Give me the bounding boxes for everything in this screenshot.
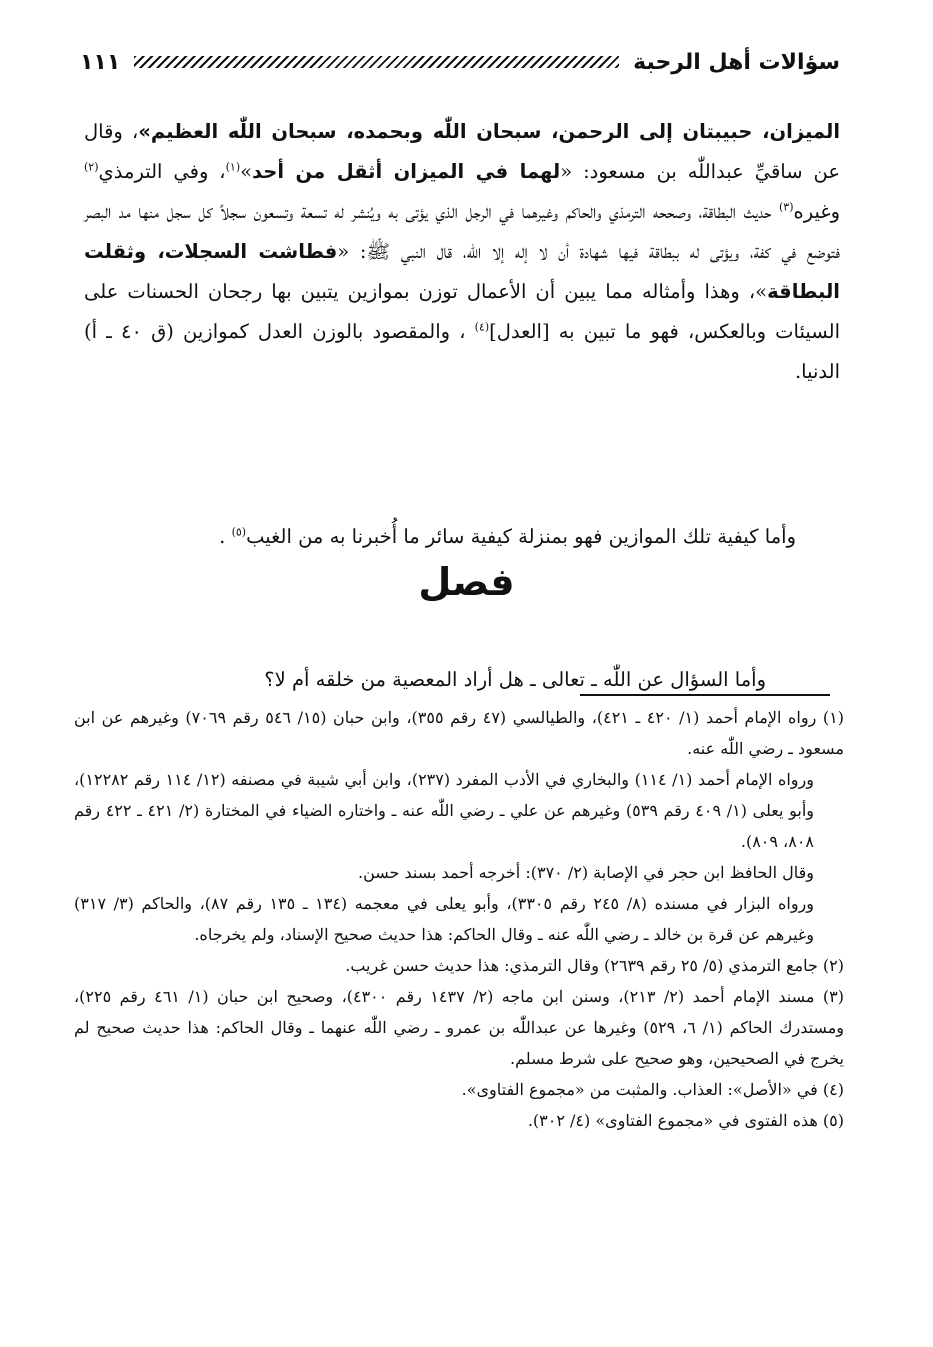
- footnote-1-cont: ورواه البزار في مسنده (٨/ ٢٤٥ رقم ٣٣٠٥)، وأبو يعلى في معجمه (١٣٤ ـ ١٣٥ رقم ٨٧)، والحاكم (٣/ ٣١٧) وغيرهم عن قرة بن خالد ـ رضي اللّٰه عنه ـ وقال الحاكم: هذا حديث صحيح الإسناد، ولم يخرجاه.: [74, 894, 814, 944]
- footnote-ref-1[interactable]: (١): [225, 160, 241, 174]
- bold-quote: لهما في الميزان أثقل من أحد: [252, 160, 561, 183]
- footnote-4: (٤) في «الأصل»: العذاب. والمثبت من «مجموع الفتاوى».: [461, 1080, 844, 1099]
- footnotes: [74, 702, 844, 1136]
- text-span: ، وفي الترمذي: [98, 160, 226, 183]
- text-span: وغيره: [793, 200, 840, 223]
- footnote-2: (٢) جامع الترمذي (٥/ ٢٥ رقم ٢٦٣٩) وقال الترمذي: هذا حديث حسن غريب.: [345, 956, 844, 975]
- page-number: ١١١: [80, 49, 121, 75]
- footnote-5: (٥) هذه الفتوى في «مجموع الفتاوى» (٤/ ٣٠٢).: [527, 1111, 844, 1130]
- header-rule: [134, 56, 619, 68]
- question-line: وأما السؤال عن اللّٰه ـ تعالى ـ هل أراد المعصية من خلقه أم لا؟: [264, 667, 766, 691]
- quote-close: »: [240, 160, 253, 183]
- footnote-1-cont: وقال الحافظ ابن حجر في الإصابة (٢/ ٣٧٠): أخرجه أحمد بسند حسن.: [357, 863, 814, 882]
- footnote-ref-2[interactable]: (٢): [84, 160, 99, 174]
- text-span: وأما كيفية تلك الموازين فهو بمنزلة كيفية سائر ما أُخبرنا به من الغيب: [246, 524, 796, 548]
- footnote-1-cont: ورواه الإمام أحمد (١/ ١١٤) والبخاري في الأدب المفرد (٢٣٧)، وابن أبي شيبة في مصنفه (١٢/ ١١٤ رقم ١٢٢٨٢)، وأبو يعلى (١/ ٤٠٩ رقم ٥٣٩) وغيرهم عن علي ـ رضي اللّٰه عنه ـ واختاره الضياء في المختارة (٢/ ٤٢١ ـ ٤٢٢ رقم ٨٠٨، ٨٠٩).: [74, 770, 815, 851]
- text-span: .: [219, 524, 232, 548]
- paragraph-2: [84, 517, 840, 557]
- paragraph-1: [84, 112, 840, 392]
- text-span: »، وهذا وأمثاله مما يبين أن الأعمال توزن بموازين يتبين بها رجحان الحسنات على السيئات وبالعكس، فهو ما تبين به [العدل]: [84, 280, 841, 343]
- footnote-ref-4[interactable]: (٤): [474, 320, 490, 334]
- footnote-3: (٣) مسند الإمام أحمد (٢/ ٢١٣)، وسنن ابن ماجه (٢/ ١٤٣٧ رقم ٤٣٠٠)، وصحيح ابن حبان (١/ ٤٦١ رقم ٢٢٥)، ومستدرك الحاكم (١/ ٦، ٥٢٩) وغيرها عن عبداللّٰه بن عمرو ـ رضي اللّٰه عنهما ـ وقال الحاكم: هذا حديث صحيح لم يخرج في الصحيحين، وهو صحيح على شرط مسلم.: [74, 987, 844, 1068]
- text-span: ، والمقصود بالوزن العدل كموازين (ق ٤٠ ـ أ) الدنيا.: [84, 320, 840, 383]
- page-header: [80, 42, 840, 82]
- text-span: حديث البطاقة، وصححه الترمذي والحاكم وغيرهما في الرجل الذي يؤتى به ويُنشر له تسعة وتسعون سجلاً كل سجل منها مد البصر فتوضع في كفة، ويؤتى له ببطاقة فيها شهادة أن لا إله إلا اللّٰه، قال النبي ﷺ: «: [84, 200, 840, 263]
- bold-quote: فطاشت السجلات، وثقلت البطاقة: [84, 240, 840, 303]
- bold-text: الميزان، حبيبتان إلى الرحمن، سبحان اللّٰه وبحمده، سبحان اللّٰه العظيم»: [138, 120, 840, 143]
- running-title: سؤالات أهل الرحبة: [633, 49, 840, 75]
- section-heading: فصل: [418, 560, 515, 604]
- main-paragraph: [84, 112, 840, 392]
- footnote-ref-5[interactable]: (٥): [231, 525, 247, 538]
- text-span: ، وقال عن ساقيِّ عبداللّٰه بن مسعود: «: [84, 120, 840, 183]
- footnote-1: (١) رواه الإمام أحمد (١/ ٤٢٠ ـ ٤٢١)، والطيالسي (٤٧ رقم ٣٥٥)، وابن حبان (١٥/ ٥٤٦ رقم ٧٠٦٩) وغيرهم عن ابن مسعود ـ رضي اللّٰه عنه.: [74, 708, 844, 758]
- footnote-ref-3[interactable]: (٣): [779, 200, 794, 214]
- footnote-separator: [580, 694, 830, 696]
